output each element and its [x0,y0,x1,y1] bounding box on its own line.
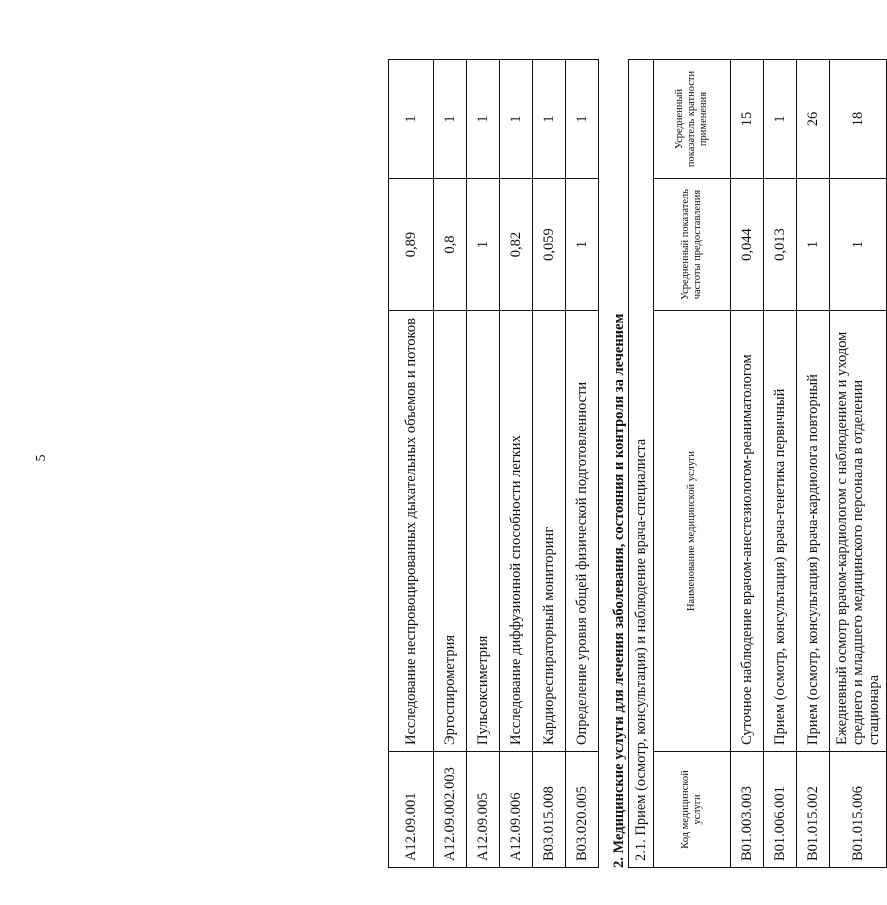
service-multiplicity: 1 [434,60,467,179]
table-row [764,59,797,867]
table-subheading: 2.1. Прием (осмотр, консультация) и наблюдение врача-специалиста [629,59,654,867]
service-multiplicity: 15 [731,59,764,178]
table-row [389,60,434,868]
service-frequency: 1 [467,179,500,311]
service-multiplicity: 1 [500,60,533,179]
service-multiplicity: 1 [389,60,434,179]
services-table-2 [628,59,887,868]
service-name: Прием (осмотр, консультация) врача-генетика первичный [764,311,797,752]
table-row [830,59,887,867]
service-name: Ежедневный осмотр врачом-кардиологом с наблюдением и уходом среднего и младшего медицинского персонала в отделении стационара [830,311,887,752]
table-row [533,60,566,868]
table-row [467,60,500,868]
service-code: B01.003.003 [731,752,764,868]
service-code: A12.09.002.003 [434,752,467,868]
service-code: A12.09.001 [389,752,434,868]
service-name: Прием (осмотр, консультация) врача-кардиолога повторный [797,311,830,752]
service-frequency: 0,044 [731,179,764,311]
service-code: B01.006.001 [764,752,797,868]
service-name: Определение уровня общей физической подготовленности [566,311,599,752]
header-multiplicity: Усредненный показатель кратности применения [654,59,731,178]
service-code: B03.020.005 [566,752,599,868]
service-multiplicity: 1 [764,59,797,178]
header-name: Наименование медицинской услуги [654,311,731,752]
service-frequency: 0,059 [533,179,566,311]
service-code: B01.015.006 [830,752,887,868]
services-table-1 [388,59,599,868]
service-multiplicity: 1 [533,60,566,179]
service-frequency: 0,013 [764,179,797,311]
service-frequency: 0,8 [434,179,467,311]
service-name: Пульсоксиметрия [467,311,500,752]
table-row [434,60,467,868]
service-name: Кардиореспираторный мониторинг [533,311,566,752]
page-number: 5 [34,454,49,462]
header-code: Код медицинской услуги [654,752,731,868]
service-code: A12.09.006 [500,752,533,868]
service-name: Эргоспирометрия [434,311,467,752]
rotated-content [388,28,882,868]
table-header-row [654,59,731,867]
table-row [500,60,533,868]
service-name: Исследование диффузионной способности легких [500,311,533,752]
service-frequency: 0,89 [389,179,434,311]
service-multiplicity: 1 [467,60,500,179]
service-name: Суточное наблюдение врачом-анестезиологом-реаниматологом [731,311,764,752]
service-code: B01.015.002 [797,752,830,868]
header-frequency: Усредненный показатель частоты предоставления [654,179,731,311]
service-code: A12.09.005 [467,752,500,868]
section-heading: 2. Медицинские услуги для лечения заболевания, состояния и контроля за лечением [611,313,627,868]
table-row [797,59,830,867]
service-multiplicity: 1 [566,60,599,179]
service-multiplicity: 18 [830,59,887,178]
service-frequency: 1 [830,179,887,311]
service-frequency: 0,82 [500,179,533,311]
service-frequency: 1 [797,179,830,311]
service-code: B03.015.008 [533,752,566,868]
table-subheading-row [629,59,654,867]
service-multiplicity: 26 [797,59,830,178]
table-row [731,59,764,867]
service-name: Исследование неспровоцированных дыхательных объемов и потоков [389,311,434,752]
service-frequency: 1 [566,179,599,311]
table-row [566,60,599,868]
